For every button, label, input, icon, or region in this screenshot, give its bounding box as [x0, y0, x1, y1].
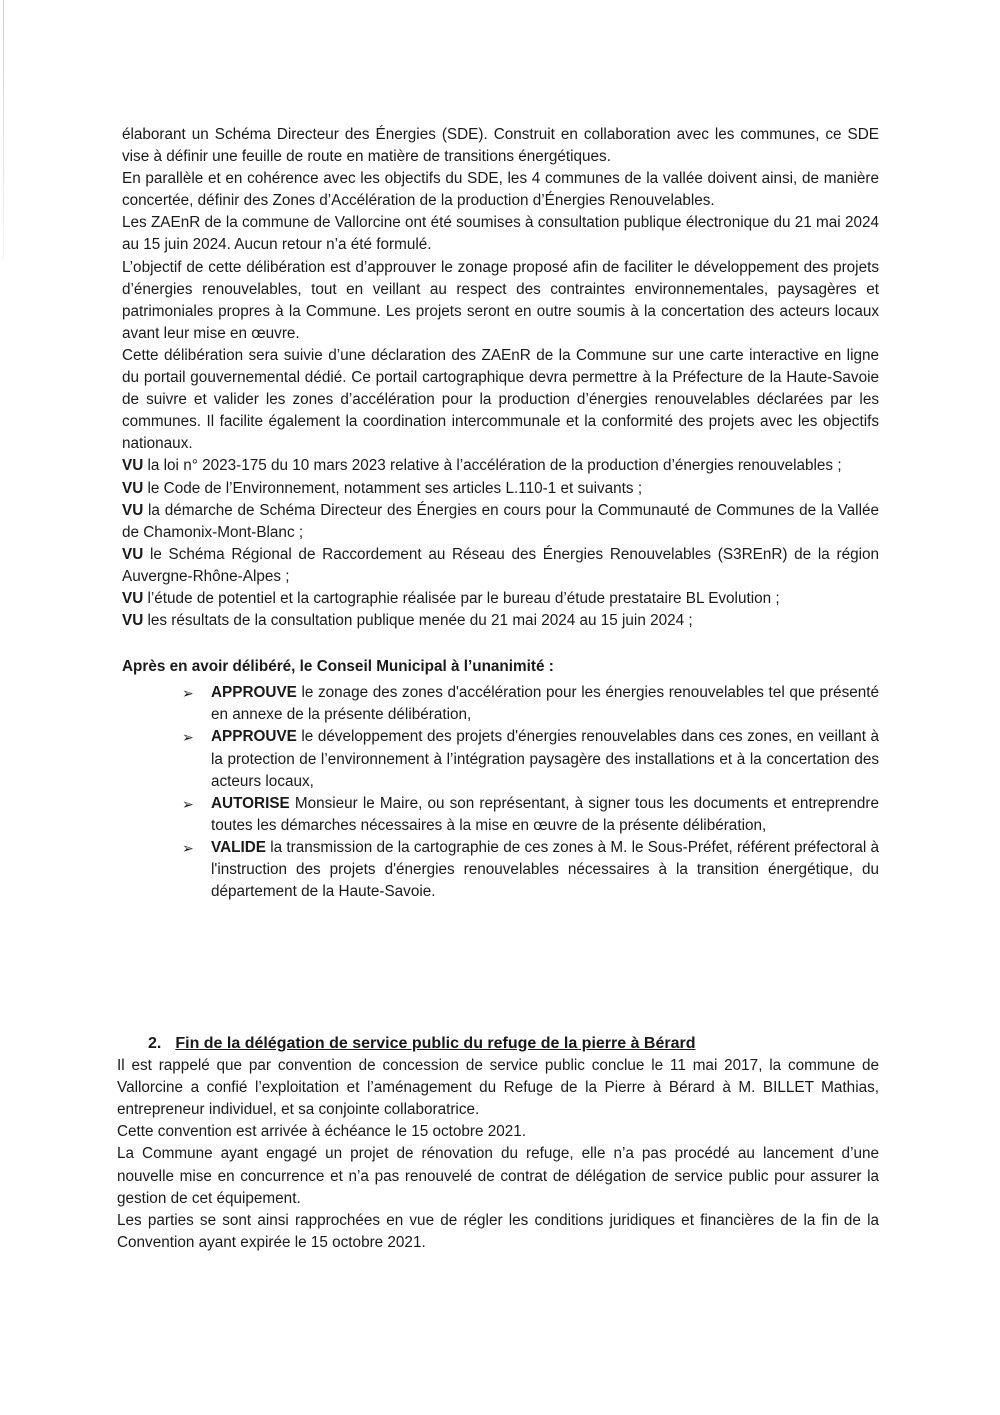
document-body	[122, 124, 879, 903]
decision-item	[182, 726, 879, 792]
section-paragraph-3: La Commune ayant engagé un projet de rénovation du refuge, elle n’a pas procédé au lancement d’une nouvelle mise en concurrence et n’a pas renouvelé de contrat de délégation de service public pour assurer la gestion de cet équipement.	[117, 1145, 879, 1207]
vu-item	[122, 544, 879, 588]
decision-text: la transmission de la cartographie de ces zones à M. le Sous-Préfet, référent préfectoral à l'instruction des projets d'énergies renouvelables nécessaires à la transition énergétique, du département de la Haute-Savoie.	[211, 838, 880, 901]
section-title-text: Fin de la délégation de service public du refuge de la pierre à Bérard	[175, 1035, 696, 1052]
intro-paragraph-3: Les ZAEnR de la commune de Vallorcine ont été soumises à consultation publique électronique du 21 mai 2024 au 15 juin 2024. Aucun retour n’a été formulé.	[122, 214, 879, 254]
decision-keyword: APPROUVE	[211, 728, 297, 746]
arrow-bullet-icon: ➢	[182, 839, 194, 856]
vu-text: la démarche de Schéma Directeur des Énergies en cours pour la Communauté de Communes de la Vallée de Chamonix-Mont-Blanc ;	[122, 501, 879, 541]
section-number: 2.	[148, 1035, 162, 1052]
vu-keyword: VU	[122, 545, 144, 563]
arrow-bullet-icon: ➢	[182, 685, 194, 702]
vu-item	[122, 588, 879, 610]
intro-paragraph-4: L’objectif de cette délibération est d’approuver le zonage proposé afin de faciliter le développement des projets d’énergies renouvelables, tout en veillant au respect des contraintes environnementales, paysagères et patrimoniales propres à la Commune. Les projets seront en outre soumis à la concertation des acteurs locaux avant leur mise en œuvre.	[122, 258, 879, 342]
decision-keyword: AUTORISE	[211, 794, 290, 812]
decision-intro: Après en avoir délibéré, le Conseil Municipal à l’unanimité :	[122, 658, 554, 676]
arrow-bullet-icon: ➢	[182, 729, 194, 746]
vu-text: les résultats de la consultation publique menée du 21 mai 2024 au 15 juin 2024 ;	[143, 612, 693, 630]
decision-list	[122, 682, 879, 903]
decision-text: Monsieur le Maire, ou son représentant, à signer tous les documents et entreprendre toutes les démarches nécessaires à la mise en œuvre de la présente délibération,	[211, 794, 879, 834]
decision-item	[182, 793, 879, 837]
vu-keyword: VU	[122, 612, 144, 630]
decision-item	[182, 837, 879, 903]
vu-keyword: VU	[122, 457, 144, 475]
section-title	[148, 1033, 879, 1055]
vu-text: la loi n° 2023-175 du 10 mars 2023 relative à l’accélération de la production d’énergies renouvelables ;	[143, 457, 842, 475]
vu-text: le Code de l’Environnement, notamment ses articles L.110-1 et suivants ;	[143, 479, 643, 497]
vu-item	[122, 478, 879, 500]
vu-keyword: VU	[122, 501, 144, 519]
vu-text: le Schéma Régional de Raccordement au Réseau des Énergies Renouvelables (S3REnR) de la région Auvergne-Rhône-Alpes ;	[122, 545, 879, 585]
decision-text: le zonage des zones d'accélération pour les énergies renouvelables tel que présenté en annexe de la présente délibération,	[211, 684, 879, 724]
intro-paragraph-2: En parallèle et en cohérence avec les objectifs du SDE, les 4 communes de la vallée doivent ainsi, de manière concertée, définir des Zones d’Accélération de la production d’Énergies Renouvelables.	[122, 170, 879, 210]
decision-keyword: VALIDE	[211, 838, 266, 856]
vu-keyword: VU	[122, 589, 144, 607]
vu-item	[122, 500, 879, 544]
vu-item	[122, 610, 879, 632]
decision-item	[182, 682, 879, 726]
arrow-bullet-icon: ➢	[182, 795, 194, 812]
decision-text: le développement des projets d'énergies renouvelables dans ces zones, en veillant à la protection de l’environnement à l’intégration paysagère des installations et à la concertation des acteurs locaux,	[211, 728, 879, 790]
intro-paragraph-5: Cette délibération sera suivie d’une déclaration des ZAEnR de la Commune sur une carte interactive en ligne du portail gouvernemental dédié. Ce portail cartographique devra permettre à la Préfecture de la Haute-Savoie de suivre et valider les zones d’accélération pour la production d’énergies renouvelables déclarées par les communes. Il facilite également la coordination intercommunale et la conformité des projets avec les objectifs nationaux.	[122, 346, 879, 453]
section-2	[117, 1033, 879, 1254]
vu-item	[122, 455, 879, 477]
vu-text: l’étude de potentiel et la cartographie réalisée par le bureau d’étude prestataire BL Evolution ;	[143, 589, 780, 607]
vu-keyword: VU	[122, 479, 144, 497]
scan-edge-mark	[3, 0, 4, 260]
intro-paragraph-1: élaborant un Schéma Directeur des Énergies (SDE). Construit en collaboration avec les communes, ce SDE vise à définir une feuille de route en matière de transitions énergétiques.	[122, 126, 879, 166]
section-paragraph-4: Les parties se sont ainsi rapprochées en vue de régler les conditions juridiques et financières de la fin de la Convention ayant expirée le 15 octobre 2021.	[117, 1211, 879, 1251]
decision-keyword: APPROUVE	[211, 684, 297, 702]
section-paragraph-1: Il est rappelé que par convention de concession de service public conclue le 11 mai 2017, la commune de Vallorcine a confié l’exploitation et l’aménagement du Refuge de la Pierre à Bérard à M. BILLET Mathias, entrepreneur individuel, et sa conjointe collaboratrice.	[117, 1057, 879, 1119]
section-paragraph-2: Cette convention est arrivée à échéance le 15 octobre 2021.	[117, 1123, 527, 1141]
